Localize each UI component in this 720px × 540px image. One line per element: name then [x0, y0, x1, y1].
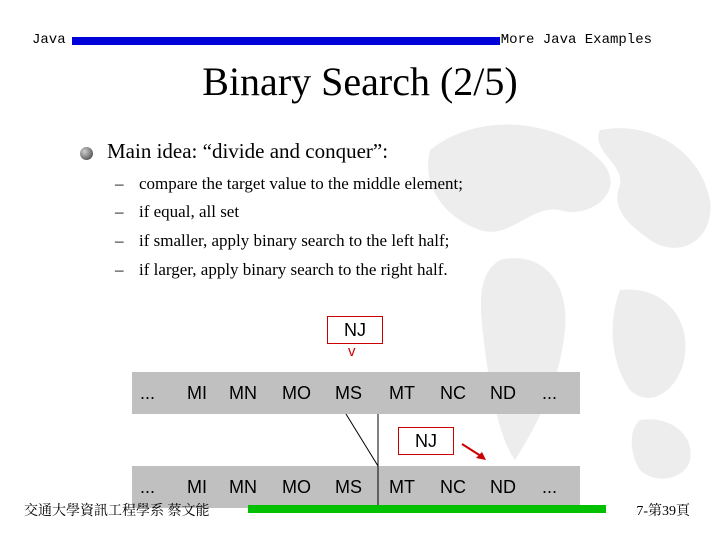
array-cell: ND: [490, 383, 516, 403]
array-cell: MS: [335, 477, 362, 497]
sub-bullet-text: compare the target value to the middle element;: [139, 174, 463, 193]
array-cell: ...: [542, 383, 558, 403]
sub-bullet-text: if larger, apply binary search to the right half.: [139, 260, 448, 279]
footer-department: 交通大學資訊工程學系 蔡文能: [24, 504, 210, 519]
slide-title: Binary Search (2/5): [202, 59, 518, 104]
array-cell: MN: [229, 477, 257, 497]
array-cell: MS: [335, 383, 362, 403]
array-cell: MI: [187, 477, 207, 497]
footer-bar: [248, 505, 606, 513]
target-box: NJ: [398, 427, 454, 455]
array-cell: MT: [389, 383, 415, 403]
main-bullet: Main idea: “divide and conquer”:: [107, 139, 389, 163]
page-number: 7-第39頁: [636, 504, 690, 519]
diagonal-line: [346, 414, 378, 466]
sub-bullet-text: if smaller, apply binary search to the left half;: [139, 231, 450, 250]
array-cell: MO: [282, 383, 311, 403]
header-bar: [72, 37, 500, 45]
array-cell: ...: [140, 383, 156, 403]
dash-icon: –: [115, 231, 124, 250]
array-cell: MI: [187, 383, 207, 403]
target-box: NJ: [327, 316, 383, 344]
pointer-glyph: v: [348, 343, 356, 360]
array-cell: NC: [440, 477, 466, 497]
array-cell: MO: [282, 477, 311, 497]
sub-bullet: [115, 260, 448, 280]
header-course-label: Java: [32, 32, 66, 48]
array-strip-top: [132, 372, 580, 414]
array-cell: ...: [140, 477, 156, 497]
array-cell: MN: [229, 383, 257, 403]
sub-bullet-text: if equal, all set: [139, 202, 240, 221]
array-cell: MT: [389, 477, 415, 497]
array-cell: NC: [440, 383, 466, 403]
sub-bullet: [115, 202, 239, 222]
dash-icon: –: [115, 260, 124, 279]
dash-icon: –: [115, 174, 124, 193]
header-chapter-label: More Java Examples: [500, 32, 652, 48]
sub-bullet: [115, 174, 463, 194]
bullet-icon: [80, 147, 93, 160]
dash-icon: –: [115, 202, 124, 221]
array-cell: ND: [490, 477, 516, 497]
sub-bullet: [115, 231, 449, 251]
array-cell: ...: [542, 477, 558, 497]
